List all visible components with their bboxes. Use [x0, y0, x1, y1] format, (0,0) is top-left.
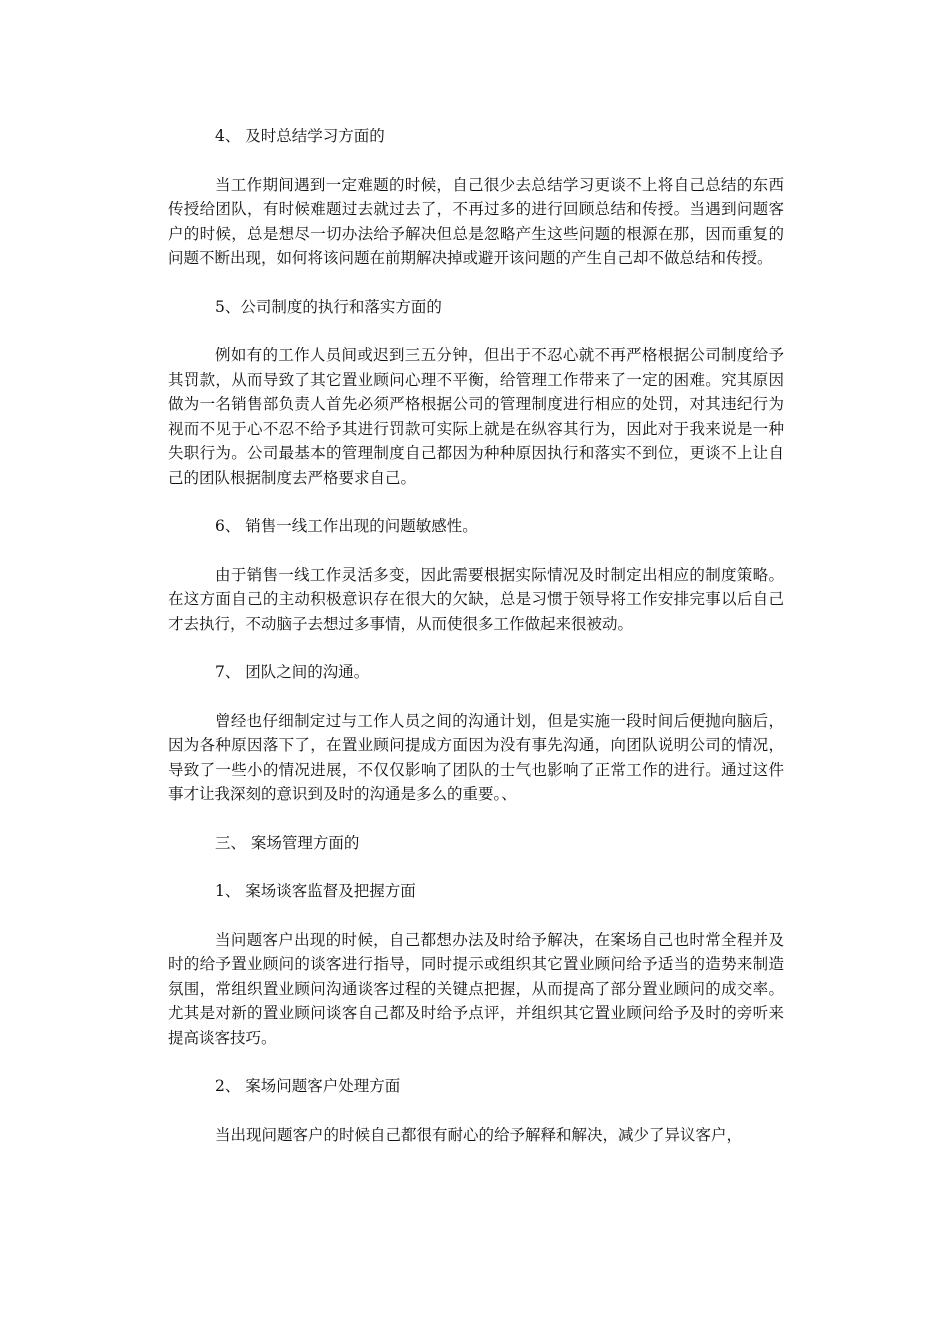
- body-paragraph: 当问题客户出现的时候，自己都想办法及时给予解决，在案场自己也时常全程并及时的给予置业顾问的谈客进行指导，同时提示或组织其它置业顾问给予适当的造势来制造氛围，常组织置业顾问沟通谈客过程的关键点把握，从而提高了部分置业顾问的成交率。尤其是对新的置业顾问谈客自己都及时给予点评，并组织其它置业顾问给予及时的旁听来提高谈客技巧。: [168, 930, 784, 1047]
- section-heading: 4、 及时总结学习方面的: [215, 127, 385, 145]
- body-paragraph: 曾经也仔细制定过与工作人员之间的沟通计划，但是实施一段时间后便抛向脑后，因为各种原因落下了，在置业顾问提成方面因为没有事先沟通，向团队说明公司的情况，导致了一些小的情况进展，不仅仅影响了团队的士气也影响了正常工作的进行。通过这件事才让我深刻的意识到及时的沟通是多么的重要。、: [168, 711, 784, 803]
- body-paragraph: 当出现问题客户的时候自己都很有耐心的给予解释和解决，减少了异议客户，: [215, 1125, 743, 1144]
- section-heading: 7、 团队之间的沟通。: [215, 663, 370, 681]
- section-heading: 6、 销售一线工作出现的问题敏感性。: [215, 517, 478, 535]
- section-heading: 1、 案场谈客监督及把握方面: [215, 882, 416, 900]
- body-paragraph: 由于销售一线工作灵活多变，因此需要根据实际情况及时制定出相应的制度策略。在这方面自己的主动积极意识存在很大的欠缺，总是习惯于领导将工作安排完事以后自己才去执行，不动脑子去想过多事情，从而使很多工作做起来很被动。: [168, 565, 784, 633]
- section-heading: 5、公司制度的执行和落实方面的: [215, 297, 442, 316]
- chapter-heading: 三、 案场管理方面的: [215, 833, 360, 852]
- body-paragraph: 当工作期间遇到一定难题的时候，自己很少去总结学习更谈不上将自己总结的东西传授给团队，有时候难题过去就过去了，不再过多的进行回顾总结和传授。当遇到问题客户的时候，总是想尽一切办法给予解决但总是忽略产生这些问题的根源在那，因而重复的问题不断出现，如何将该问题在前期解决掉或避开该问题的产生自己却不做总结和传授。: [168, 175, 784, 267]
- body-paragraph: 例如有的工作人员间或迟到三五分钟，但出于不忍心就不再严格根据公司制度给予其罚款，从而导致了其它置业顾问心理不平衡，给管理工作带来了一定的困难。究其原因做为一名销售部负责人首先必须严格根据公司的管理制度进行相应的处罚，对其违纪行为视而不见于心不忍不给予其进行罚款可实际上就是在纵容其行为，因此对于我来说是一种失职行为。公司最基本的管理制度自己都因为种种原因执行和落实不到位，更谈不上让自己的团队根据制度去严格要求自己。: [168, 346, 784, 487]
- section-heading: 2、 案场问题客户处理方面: [215, 1077, 401, 1095]
- document-body: [168, 124, 784, 1171]
